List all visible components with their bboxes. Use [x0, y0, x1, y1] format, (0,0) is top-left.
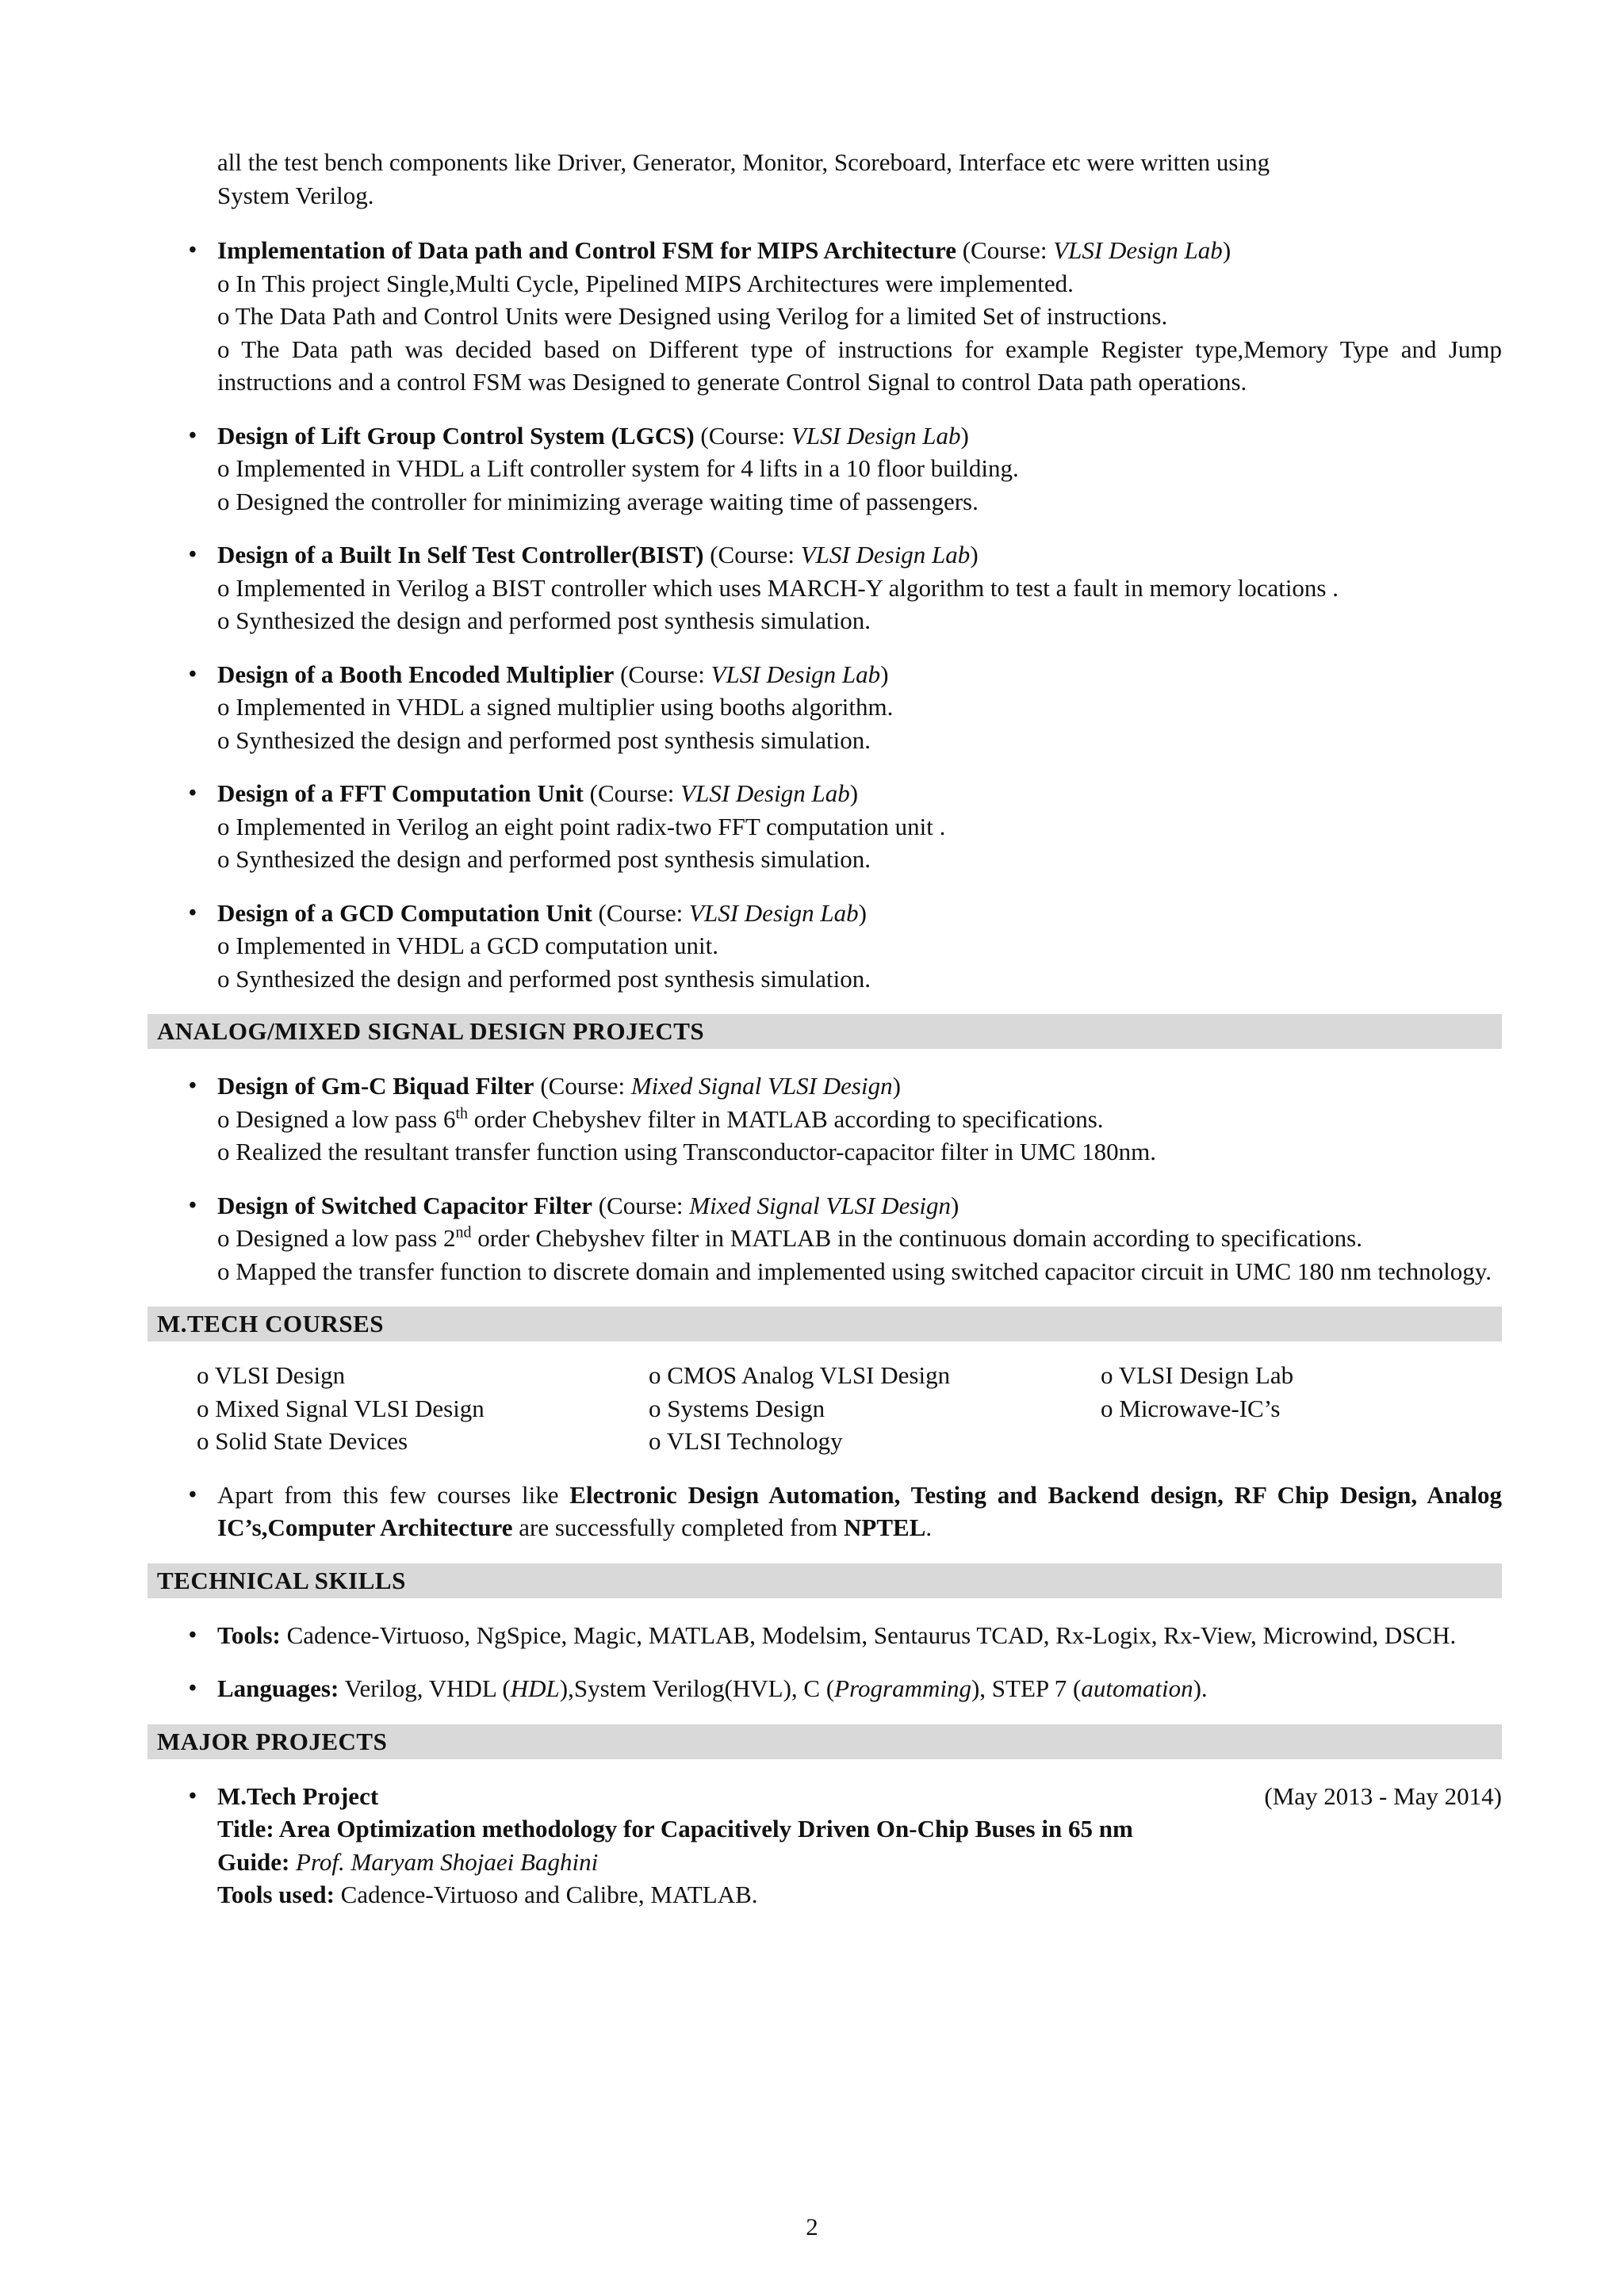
- project-detail: o The Data Path and Control Units were Designed using Verilog for a limited Set of instructions.: [217, 302, 1168, 330]
- major-project-tools-line: [217, 1878, 1502, 1911]
- project-heading: [217, 1189, 1502, 1223]
- course-suffix: ): [951, 1191, 959, 1219]
- detail-text: order Chebyshev filter in MATLAB in the continuous domain according to specifications.: [471, 1224, 1362, 1252]
- skills-value: ), STEP 7 (: [971, 1674, 1082, 1702]
- course-name: VLSI Design Lab: [689, 898, 859, 927]
- project-item-booth: [147, 658, 1502, 757]
- course-suffix: ): [849, 779, 859, 807]
- page-number: 2: [806, 2213, 818, 2241]
- skills-label: Languages:: [217, 1674, 339, 1702]
- skills-label: Tools:: [217, 1621, 281, 1649]
- major-project-guide-line: [217, 1846, 1502, 1879]
- course-prefix: (Course:: [598, 1191, 690, 1219]
- bullet-icon: •: [189, 781, 197, 806]
- course-name: VLSI Design Lab: [1053, 236, 1223, 264]
- project-detail: o Implemented in Verilog an eight point radix-two FFT computation unit .: [217, 812, 946, 840]
- project-detail: o Synthesized the design and performed post synthesis simulation.: [217, 964, 871, 993]
- major-project: [147, 1780, 1502, 1911]
- skills-value: Verilog, VHDL (: [339, 1674, 511, 1702]
- skills-languages: [147, 1672, 1502, 1705]
- courses-column: [1101, 1359, 1497, 1458]
- course-name: Mixed Signal VLSI Design: [689, 1191, 952, 1219]
- project-item-mips: [147, 234, 1502, 399]
- note-bold: Electronic Design Automation, Testing and Backend design, RF Chip Design, Analog IC’s,Computer Architecture: [217, 1480, 1502, 1541]
- project-heading: [217, 234, 1502, 267]
- project-title: Design of a GCD Computation Unit: [217, 898, 592, 927]
- course-item: o Mixed Signal VLSI Design: [197, 1394, 485, 1422]
- project-detail: o Synthesized the design and performed post synthesis simulation.: [217, 725, 871, 754]
- project-detail: o Implemented in VHDL a Lift controller system for 4 lifts in a 10 floor building.: [217, 454, 1019, 482]
- project-title: Design of Lift Group Control System (LGCS): [217, 421, 695, 450]
- course-suffix: ): [858, 898, 867, 927]
- project-detail: o Implemented in VHDL a GCD computation unit.: [217, 932, 718, 959]
- course-name: VLSI Design Lab: [800, 541, 971, 568]
- course-suffix: ): [970, 541, 979, 568]
- bullet-icon: •: [189, 238, 197, 262]
- course-name: VLSI Design Lab: [680, 779, 850, 807]
- course-item: o VLSI Design Lab: [1101, 1361, 1294, 1389]
- detail-text: o Designed a low pass 6: [217, 1104, 456, 1133]
- course-prefix: (Course:: [589, 779, 681, 807]
- project-item-lgcs: [147, 419, 1502, 519]
- project-title: Implementation of Data path and Control FSM for MIPS Architecture: [217, 236, 956, 264]
- bullet-icon: •: [189, 542, 197, 567]
- project-title: Design of a Booth Encoded Multiplier: [217, 660, 615, 688]
- project-heading: [217, 1070, 1502, 1103]
- skills-value: ),System Verilog(HVL), C (: [559, 1674, 835, 1702]
- courses-column: [649, 1359, 1101, 1458]
- course-item: o VLSI Technology: [649, 1427, 843, 1455]
- course-prefix: (Course:: [962, 236, 1054, 264]
- page-content: [147, 146, 1502, 1911]
- project-detail: o Implemented in Verilog a BIST controller which uses MARCH-Y algorithm to test a fault in memory locations .: [217, 573, 1339, 602]
- course-suffix: ): [1222, 236, 1231, 264]
- course-prefix: (Course:: [540, 1072, 631, 1100]
- note-text: Apart from this few courses like: [217, 1480, 570, 1509]
- skills-value: Cadence-Virtuoso, NgSpice, Magic, MATLAB, Modelsim, Sentaurus TCAD, Rx-Logix, Rx-View, Microwind, DSCH.: [280, 1621, 1457, 1649]
- bullet-icon: •: [189, 1192, 197, 1218]
- skills-tools: [147, 1619, 1502, 1652]
- detail-text: order Chebyshev filter in MATLAB according to specifications.: [468, 1104, 1104, 1133]
- detail-text: o Designed a low pass 2: [217, 1224, 456, 1252]
- project-heading: [217, 419, 1502, 453]
- project-heading: [217, 777, 1502, 810]
- bullet-icon: •: [189, 1482, 197, 1507]
- project-heading: [217, 897, 1502, 930]
- field-label: Title:: [217, 1815, 274, 1843]
- bullet-icon: •: [189, 1783, 197, 1808]
- project-detail: o Mapped the transfer function to discrete domain and implemented using switched capacitor circuit in UMC 180 nm technology.: [217, 1257, 1492, 1285]
- bullet-icon: •: [189, 900, 197, 925]
- project-detail: o Implemented in VHDL a signed multiplier using booths algorithm.: [217, 693, 894, 721]
- intro-line: System Verilog.: [217, 181, 374, 209]
- course-suffix: ): [880, 660, 889, 688]
- major-project-title-line: [217, 1812, 1502, 1846]
- project-detail: o The Data path was decided based on Different type of instructions for example Register type,Memory Type and Jump instructions and a control FSM was Designed to generate Control Signal to control Data path operations.: [217, 335, 1502, 396]
- project-title: Design of Gm-C Biquad Filter: [217, 1072, 534, 1100]
- section-header-skills: TECHNICAL SKILLS: [147, 1563, 1502, 1598]
- project-detail: o Realized the resultant transfer function using Transconductor-capacitor filter in UMC 180nm.: [217, 1138, 1156, 1165]
- field-label: Guide:: [217, 1847, 290, 1876]
- project-detail: o In This project Single,Multi Cycle, Pipelined MIPS Architectures were implemented.: [217, 269, 1074, 297]
- skills-value-italic: Programming: [834, 1674, 971, 1702]
- project-title: Design of a Built In Self Test Controller(BIST): [217, 541, 704, 568]
- course-name: VLSI Design Lab: [710, 660, 881, 688]
- course-name: Mixed Signal VLSI Design: [630, 1072, 893, 1100]
- skills-value-italic: HDL: [510, 1674, 560, 1702]
- course-item: o CMOS Analog VLSI Design: [649, 1361, 951, 1389]
- course-item: o Solid State Devices: [197, 1427, 408, 1455]
- course-item: o VLSI Design: [197, 1361, 346, 1389]
- course-name: VLSI Design Lab: [791, 421, 961, 450]
- course-prefix: (Course:: [598, 898, 690, 927]
- field-value: Prof. Maryam Shojaei Baghini: [289, 1847, 599, 1876]
- field-value: Area Optimization methodology for Capacitively Driven On-Chip Buses in 65 nm: [274, 1815, 1133, 1843]
- bullet-icon: •: [189, 423, 197, 448]
- course-prefix: (Course:: [710, 541, 801, 568]
- project-title: Design of Switched Capacitor Filter: [217, 1191, 592, 1219]
- ordinal-suffix: nd: [455, 1223, 472, 1242]
- course-prefix: (Course:: [620, 660, 711, 688]
- skills-value: ).: [1193, 1674, 1208, 1702]
- bullet-icon: •: [189, 1676, 197, 1701]
- project-detail: o Designed the controller for minimizing average waiting time of passengers.: [217, 487, 979, 515]
- note-bold: NPTEL: [844, 1513, 926, 1541]
- note-text: are successfully completed from: [512, 1513, 845, 1541]
- project-heading: [217, 658, 1502, 691]
- project-item-switched-cap: [147, 1189, 1502, 1288]
- course-prefix: (Course:: [700, 421, 791, 450]
- bullet-icon: •: [189, 661, 197, 687]
- major-project-dates: (May 2013 - May 2014): [1264, 1781, 1502, 1810]
- bullet-icon: •: [189, 1073, 197, 1098]
- project-detail: [217, 1222, 1502, 1255]
- project-item-fft: [147, 777, 1502, 876]
- courses-column: [197, 1359, 649, 1458]
- project-detail: o Synthesized the design and performed post synthesis simulation.: [217, 845, 871, 873]
- section-header-major: MAJOR PROJECTS: [147, 1724, 1502, 1759]
- project-item-gmc: [147, 1070, 1502, 1169]
- field-value: Cadence-Virtuoso and Calibre, MATLAB.: [334, 1881, 758, 1908]
- skills-value-italic: automation: [1081, 1674, 1193, 1702]
- major-project-title: M.Tech Project: [217, 1781, 379, 1810]
- project-title: Design of a FFT Computation Unit: [217, 779, 584, 807]
- field-label: Tools used:: [217, 1881, 335, 1908]
- project-heading: [217, 538, 1502, 572]
- major-project-heading: [217, 1780, 1502, 1813]
- section-header-courses: M.TECH COURSES: [147, 1307, 1502, 1341]
- project-detail: o Synthesized the design and performed post synthesis simulation.: [217, 607, 871, 634]
- ordinal-suffix: th: [455, 1104, 469, 1123]
- course-item: o Systems Design: [649, 1394, 825, 1422]
- course-suffix: ): [892, 1072, 901, 1100]
- note-text: .: [925, 1513, 933, 1541]
- project-item-bist: [147, 538, 1502, 637]
- intro-line: all the test bench components like Driver, Generator, Monitor, Scoreboard, Interface etc were written using: [217, 148, 1270, 176]
- project-item-gcd: [147, 897, 1502, 996]
- courses-grid: [147, 1359, 1502, 1458]
- course-item: o Microwave-IC’s: [1101, 1394, 1281, 1422]
- courses-note: [147, 1479, 1502, 1544]
- project-detail: [217, 1103, 1502, 1136]
- intro-paragraph: [147, 146, 1502, 212]
- course-suffix: ): [960, 421, 969, 450]
- section-header-analog: ANALOG/MIXED SIGNAL DESIGN PROJECTS: [147, 1014, 1502, 1049]
- bullet-icon: •: [189, 1622, 197, 1647]
